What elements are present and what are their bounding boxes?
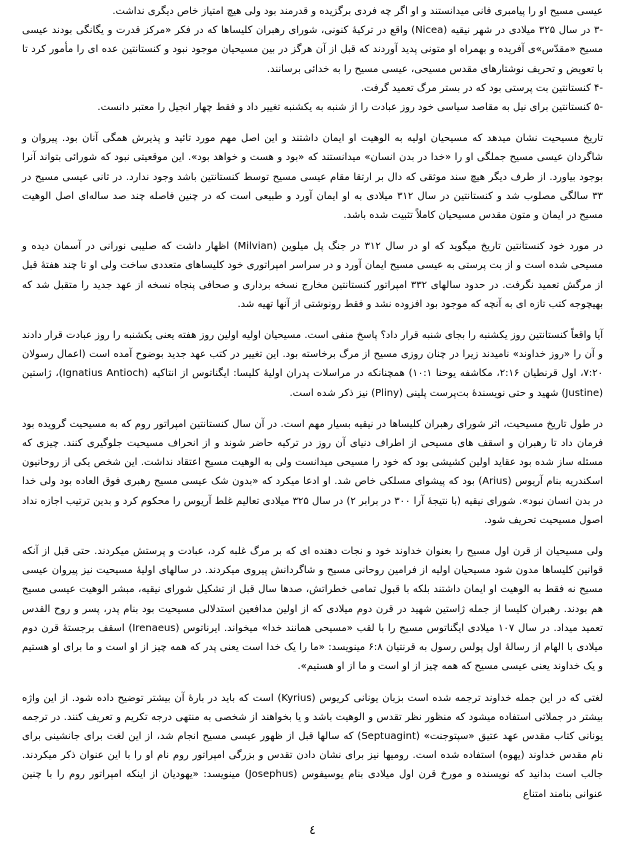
paragraph: آیا واقعاً کنستانتین روز یکشنبه را بجای شنبه قرار داد؟ پاسخ منفی است. مسیحیان اولیه اولین روز هفته یعنی یکشنبه را روز عبادت قرار دادند و آن را «روز خداوند» نامیدند زیرا در چنان روزی مسیح از مرگ برخاسته بود. این تغییر در کتب عهد جدید بوضوح آمده است (اعمال رسولان ۷:۲۰، اول قرنطیان ۲:۱۶، مکاشفه یوحنا ۱۰:۱) همچنانکه در مراسلات پدران اولیهٔ کلیسا: ایگناتوس از انتاکیه (Ignatius Antioch)، ژاستین (Justine) شهید و حتی نویسندهٔ بت‌پرست پلینی (Pliny) نیز ذکر شده است.	[22, 330, 603, 399]
list-item: عیسی مسیح او را پیامبری فانی میدانستند و او اگر چه فردی برگزیده و قدرمند بود ولی هیچ امتیاز خاص دیگری نداشت.	[112, 6, 603, 17]
paragraph: تاریخ مسیحیت نشان میدهد که مسیحیان اولیه به الوهیت او ایمان داشتند و این اصل مهم مورد تائید و پذیرش همگی آنان بود. پیروان و شاگردان عیسی مسیح جملگی او را «خدا در بدن انسان» میدانستند که «بود و هست و خواهد بود». این موقعیتی نبود که شورائی بتواند آنرا بوجود بیاورد. از طرف دیگر هیچ سند موثقی که دال بر ارتقا مقام عیسی مسیح توسط کنستانتین باشد وجود ندارد. در ثانی عیسی مسیح در ۳۳ سالگی مصلوب شد و کنستانتین در سال ۳۱۲ میلادی به او ایمان آورد و طبیعی است که در چنین فاصله چند صد ساله‌ای اصل الوهیت مسیح در ایمان و متون مقدس مسیحیان کاملاً تثبیت شده باشد.	[22, 133, 603, 222]
list-item: -۴ کنستانتین بت پرستی بود که در بستر مرگ تعمید گرفت.	[360, 82, 603, 94]
list-item: -۳ در سال ۳۲۵ میلادی در شهر نیقیه (Nicea) واقع در ترکیهٔ کنونی، شورای رهبران کلیساها که در فکر «مرکز قدرت و یگانگی بودند عیسی مسیح «مقدّس»ی آفریده و بهمراه او متونی پدید آوردند که قبل از آن هرگز در بین مسیحیان موجود نبود و کنستانتین عده ای را مأمور کرد تا با تعویض و تحریف نوشتارهای مقدس مسیحی، عیسی مسیح را به خدائی برسانند.	[22, 25, 603, 75]
paragraph: در مورد خود کنستانتین تاریخ میگوید که او در سال ۳۱۲ در جنگ پل میلوین (Milvian) اظهار داشت که صلیبی نورانی در آسمان دیده و مسیحی شده است و از بت پرستی به عیسی مسیح ایمان آورد و در سراسر امپراتوری خود کلیساهای متعددی ساخت ولی او تا چند هفتهٔ قبل از مرگش تعمید نگرفت. در حدود سالهای ۳۳۲ امپراتور کنستانتین مخارج نسخه برداری و صحافی پنجاه نسخه از عهد جدید را متقبل شد که بهیچوجه کتب تازه ای به آنچه که موجود بود افزوده نشد و فقط رونوشتی از آنها تهیه شد.	[22, 241, 603, 310]
list-item: -۵ کنستانتین برای نیل به مقاصد سیاسی خود روز عبادت را از شنبه به یکشنبه تغییر داد و فقط چهار انجیل را معتبر دانست.	[97, 102, 603, 114]
paragraph: ولی مسیحیان از قرن اول مسیح را بعنوان خداوند خود و نجات دهنده ای که بر مرگ غلبه کرد، عبادت و پرستش میکردند. حتی قبل از آنکه قوانین کلیساها مدون شود مسیحیان اولیه از فرامین روحانی مسیح و شاگردانش پیروی میکردند. در سالهای اولیهٔ مسیحیت نیز پیروان عیسی مسیح نه فقط به الوهیت او ایمان داشتند بلکه با قبول تمامی خطراتش، صدها سال قبل از تشکیل شورای نیقیه، مبشر الوهیت عیسی مسیح هم بودند. رهبران کلیسا از جمله ژاستین شهید در قرن دوم میلادی که از اولین مدافعین استدلالی مسیحیت بود بنام پدر، پسر و روح القدس تعمید میداد. در سال ۱۰۷ میلادی ایگناتوس مسیح را با لقب «مسیحی همانند خدا» میخواند. ایرناتوس (Irenaeus) اسقف برجستهٔ قرن دوم میلادی با الهام از رسالهٔ اول پولس رسول به قرنتیان ۶:۸ مینویسد: «ما را یک خدا است یعنی پدر که همه چیز از او است و ما برای او هستیم و یک خداوند یعنی عیسی مسیح که همه چیز از او است و ما از او هستیم».	[22, 546, 603, 673]
numbered-list	[22, 2, 603, 117]
paragraph: در طول تاریخ مسیحیت، اثر شورای رهبران کلیساها در نیقیه بسیار مهم است. در آن سال کنستانتین امپراتور روم که به مسیحیت گرویده بود فرمان داد تا رهبران و اسقف های مسیحی از اطراف دنیای آن روز در ترکیه حاضر شوند و از انحراف مسیحیت جلوگیری کنند. چیزی که مسئله ساز شده بود عقاید اولین کشیشی بود که خود را مسیحی میدانست ولی به الوهیت مسیح اعتقاد نداشت. این شخص یکی از روحانیون اسکندریه بنام آریوس (Arius) بود که پیشوای مسلکی خاص شد. او ادعا میکرد که «بدون شک عیسی مسیح رهبری فوق العاده بود ولی خدا در بدن انسان نبود». شورای نیقیه (با نتیجهٔ آرا ۳۰۰ در برابر ۲) در سال ۳۲۵ میلادی تعالیم غلط آریوس را محکوم کرد و بدین ترتیب اجازه نداد اصول مسیحیت تحریف شود.	[22, 418, 604, 526]
page-number: ٤	[309, 823, 316, 837]
paragraph: لغتی که در این جمله خداوند ترجمه شده است بزبان یونانی کریوس (Kyrius) است که باید در بارهٔ آن بیشتر توضیح داده شود. از این واژه بیشتر در جملاتی استفاده میشود که منظور نظر تقدس و الوهیت باشد و یا بخواهند از شخصی به منتهی درجه تکریم و تعریف کنند. در ترجمه یونانی کتاب مقدس عهد عتیق «سپتوجنت» (Septuagint) که سالها قبل از ظهور عیسی مسیح انجام شد، از این لغت برای جانشینی برای نام مقدس خداوند (یهوه) استفاده شده است. رومیها نیز برای نشان دادن تقدس و بزرگی امپراتور روم نام او را با این عنوان ذکر میکردند. جالب است بدانید که نویسنده و مورخ قرن اول میلادی بنام یوسیفوس (Josephus) مینویسد: «یهودیان از اینکه امپراتور روم را با چنین عنوانی بنامند امتناع	[22, 692, 604, 800]
document-page	[22, 2, 603, 848]
